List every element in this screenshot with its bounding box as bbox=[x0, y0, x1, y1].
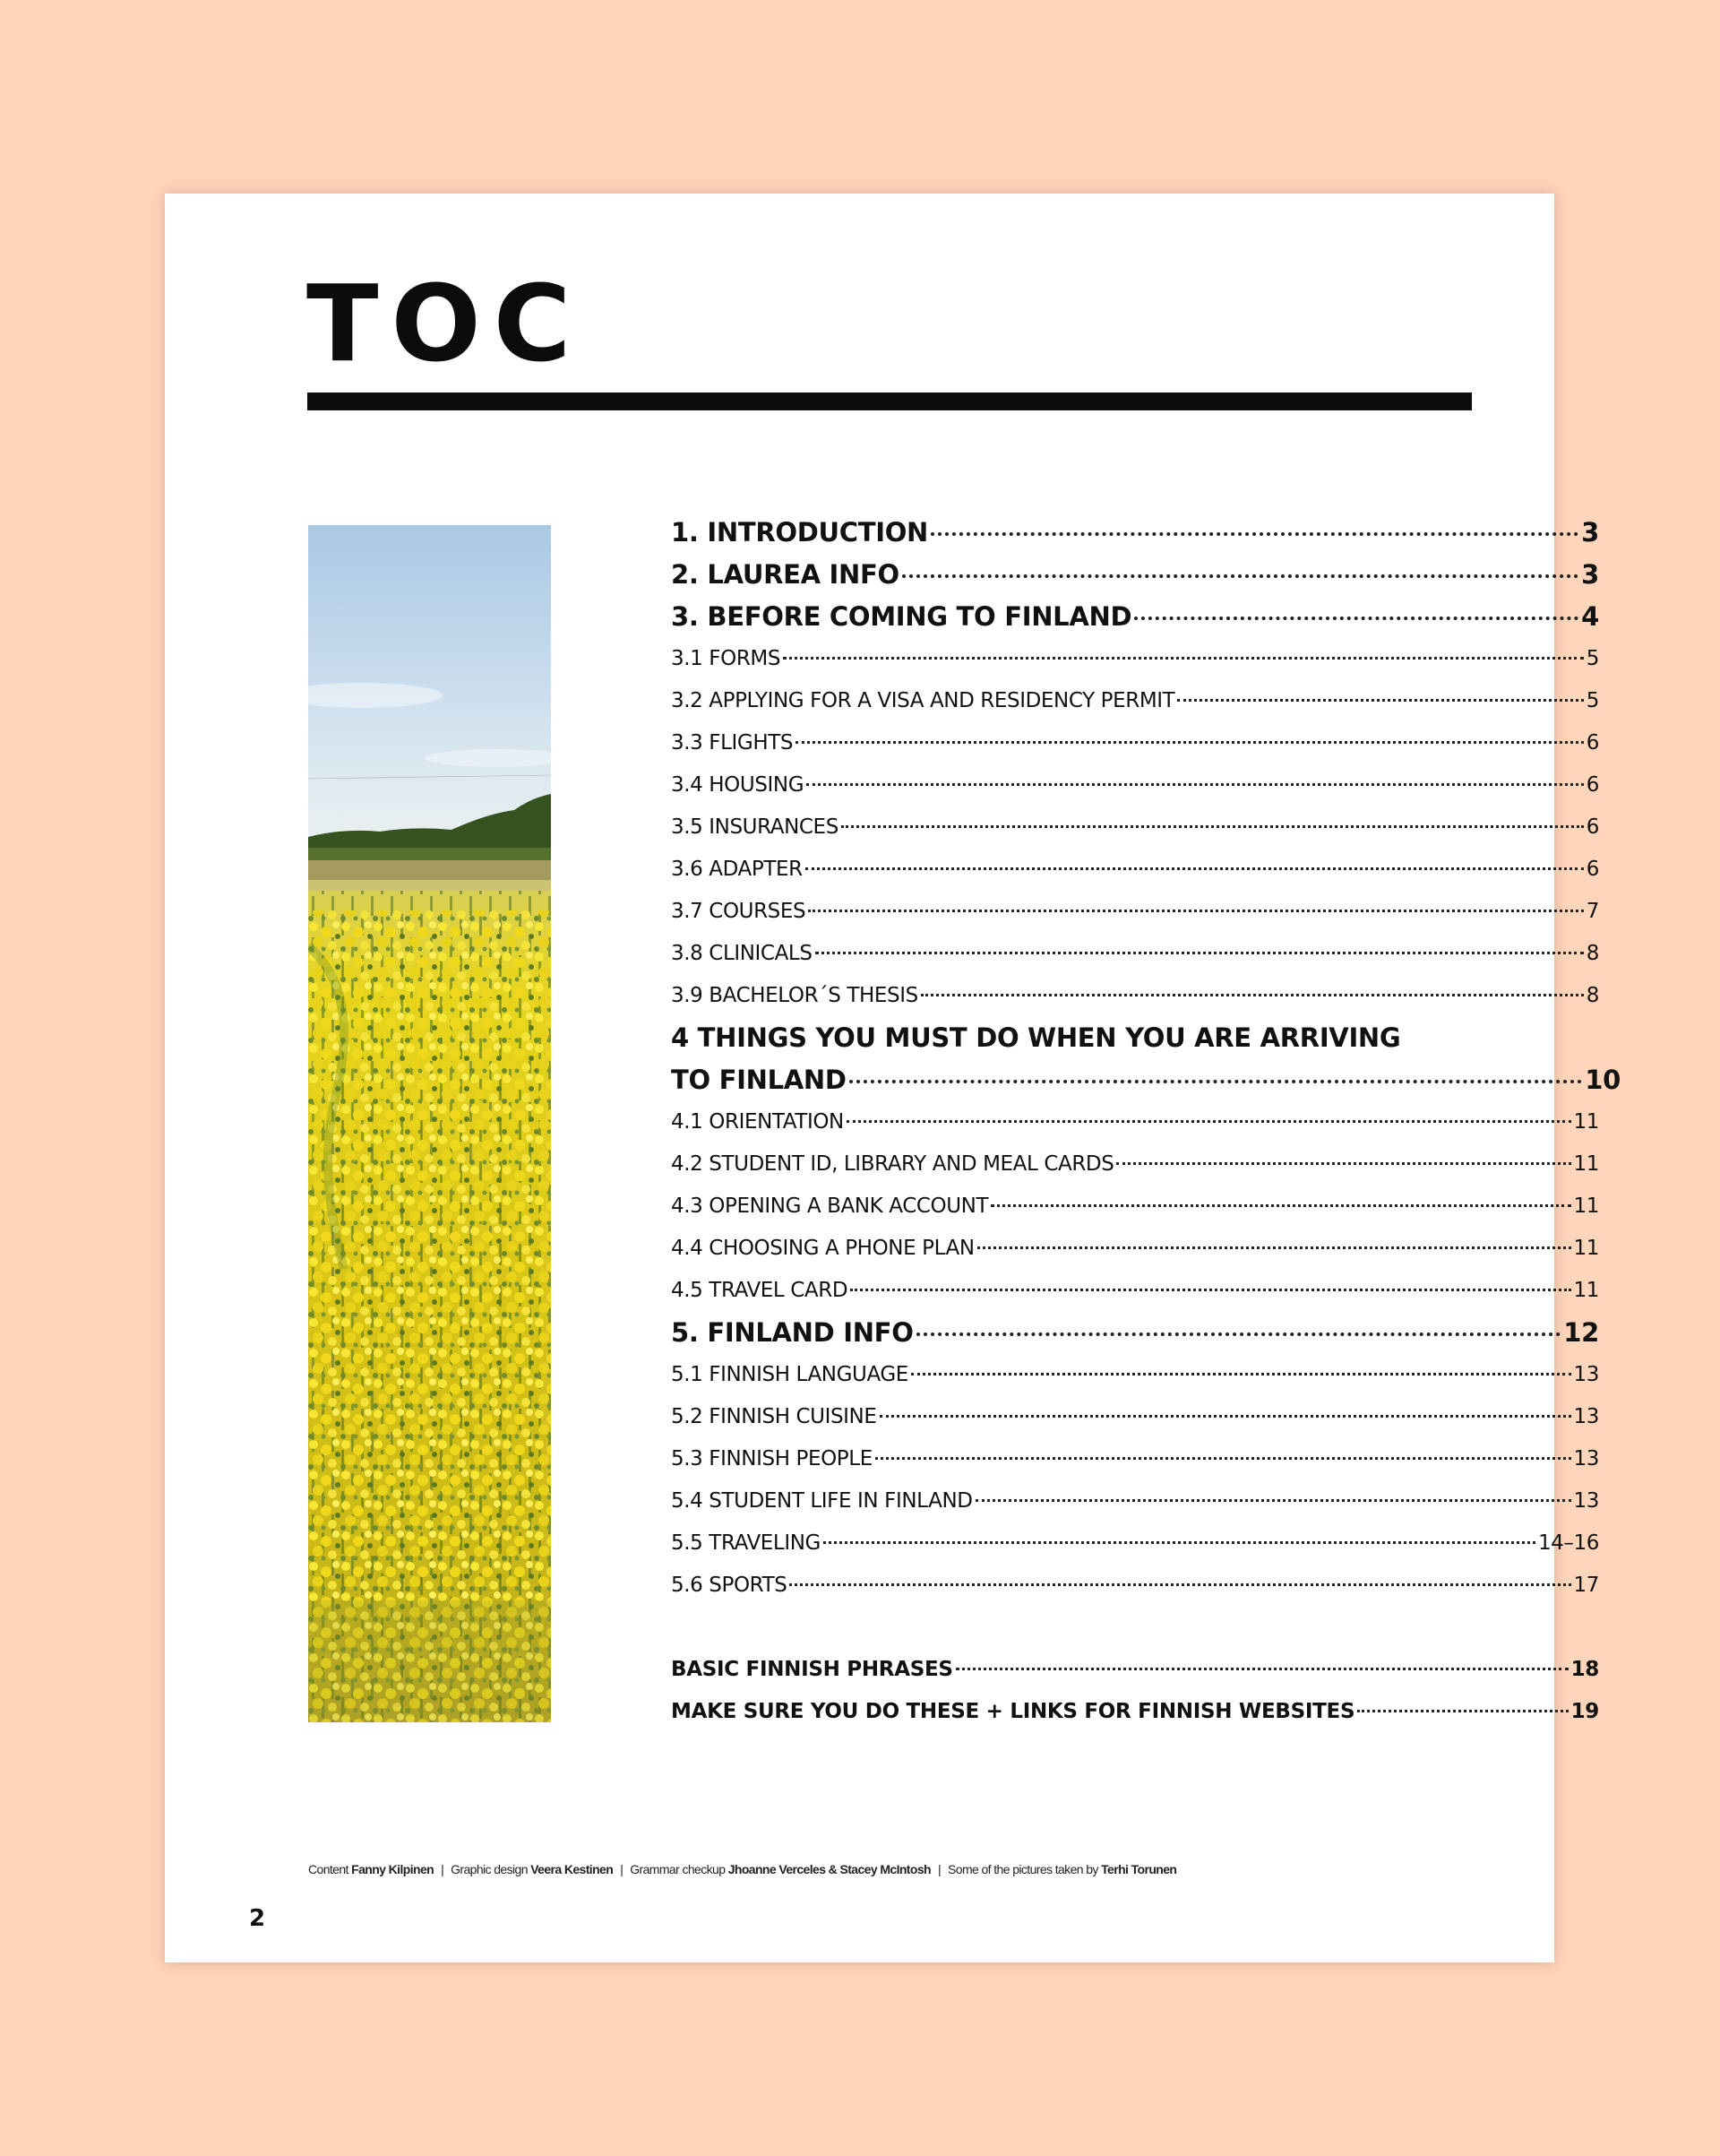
toc-entry-before-coming[interactable] bbox=[671, 596, 1621, 638]
toc-label: 3.3 FLIGHTS bbox=[671, 731, 794, 755]
toc-entry-bank-account[interactable] bbox=[671, 1186, 1621, 1228]
toc-page-number: 12 bbox=[1563, 1317, 1599, 1348]
toc-entry-introduction[interactable] bbox=[671, 512, 1621, 554]
toc-dot-leader bbox=[956, 1668, 1569, 1670]
toc-dot-leader bbox=[911, 1373, 1571, 1376]
toc-entry-phone-plan[interactable] bbox=[671, 1228, 1621, 1270]
toc-label: 3.6 ADAPTER bbox=[671, 858, 803, 881]
toc-dot-leader bbox=[850, 1289, 1570, 1291]
toc-entry-thesis[interactable] bbox=[671, 975, 1621, 1017]
toc-label: 4.4 CHOOSING A PHONE PLAN bbox=[671, 1237, 975, 1260]
rapeseed-field-photo bbox=[308, 525, 551, 1722]
toc-page-number: 13 bbox=[1573, 1405, 1599, 1428]
credit-grammar-names: Jhoanne Verceles & Stacey McIntosh bbox=[727, 1862, 931, 1876]
toc-label: TO FINLAND bbox=[671, 1065, 847, 1095]
toc-entry-finnish-language[interactable] bbox=[671, 1354, 1621, 1396]
toc-page-number: 4 bbox=[1581, 601, 1599, 632]
toc-entry-insurances[interactable] bbox=[671, 806, 1621, 849]
toc-label: 3.4 HOUSING bbox=[671, 773, 804, 797]
toc-label: 5.1 FINNISH LANGUAGE bbox=[671, 1363, 908, 1386]
toc-dot-leader bbox=[823, 1541, 1535, 1544]
title-rule bbox=[307, 392, 1472, 410]
credit-content-name: Fanny Kilpinen bbox=[351, 1862, 434, 1876]
credit-pictures-label: Some of the pictures taken by bbox=[948, 1862, 1098, 1876]
toc-dot-leader bbox=[880, 1415, 1571, 1418]
toc-entry-finnish-people[interactable] bbox=[671, 1438, 1621, 1480]
toc-page-number: 13 bbox=[1573, 1363, 1599, 1386]
toc-label: 3.7 COURSES bbox=[671, 900, 806, 923]
toc-entry-sports[interactable] bbox=[671, 1565, 1621, 1607]
toc-page-number: 17 bbox=[1573, 1574, 1599, 1597]
toc-label: 5.2 FINNISH CUISINE bbox=[671, 1405, 877, 1428]
toc-dot-leader bbox=[1357, 1710, 1568, 1712]
toc-dot-leader bbox=[847, 1120, 1571, 1123]
toc-page-number: 6 bbox=[1586, 858, 1599, 881]
toc-dot-leader bbox=[1177, 699, 1583, 702]
toc-page-number: 11 bbox=[1573, 1194, 1599, 1218]
toc-entry-adapter[interactable] bbox=[671, 849, 1621, 891]
credit-design-name: Veera Kestinen bbox=[530, 1862, 614, 1876]
toc-label: 2. LAUREA INFO bbox=[671, 559, 899, 590]
toc-label: 3.1 FORMS bbox=[671, 647, 781, 670]
toc-entry-courses[interactable] bbox=[671, 891, 1621, 933]
toc-label: MAKE SURE YOU DO THESE + LINKS FOR FINNISH WEBSITES bbox=[671, 1700, 1355, 1723]
toc-page-number: 5 bbox=[1586, 689, 1599, 712]
toc-label: 3.9 BACHELOR´S THESIS bbox=[671, 984, 918, 1007]
toc-label: 3.2 APPLYING FOR A VISA AND RESIDENCY PERMIT bbox=[671, 689, 1175, 712]
toc-dot-leader bbox=[1134, 617, 1578, 620]
toc-dot-leader bbox=[789, 1583, 1570, 1586]
toc-label: 3. BEFORE COMING TO FINLAND bbox=[671, 601, 1132, 632]
toc-dot-leader bbox=[815, 952, 1584, 954]
toc-page-number: 5 bbox=[1586, 647, 1599, 670]
toc-entry-travel-card[interactable] bbox=[671, 1270, 1621, 1312]
toc-page-number: 8 bbox=[1586, 984, 1599, 1007]
toc-page-number: 11 bbox=[1573, 1279, 1599, 1302]
toc-page-number: 11 bbox=[1573, 1110, 1599, 1134]
toc-label: 5.5 TRAVELING bbox=[671, 1531, 821, 1555]
toc-page-number: 6 bbox=[1586, 773, 1599, 797]
toc-label: 1. INTRODUCTION bbox=[671, 517, 929, 548]
toc-entry-arriving-heading[interactable]: 4 THINGS YOU MUST DO WHEN YOU ARE ARRIVING bbox=[671, 1022, 1401, 1053]
toc-entry-flights[interactable] bbox=[671, 722, 1621, 764]
toc-entry-finnish-cuisine[interactable] bbox=[671, 1396, 1621, 1438]
toc-label: 4.3 OPENING A BANK ACCOUNT bbox=[671, 1194, 989, 1218]
page-title: TOC bbox=[306, 262, 584, 385]
toc-entry-clinicals[interactable] bbox=[671, 933, 1621, 975]
toc-label: 4.1 ORIENTATION bbox=[671, 1110, 844, 1134]
toc-label: 5. FINLAND INFO bbox=[671, 1317, 914, 1348]
toc-entry-forms[interactable] bbox=[671, 638, 1621, 680]
toc-entry-student-id[interactable] bbox=[671, 1143, 1621, 1186]
toc-page-number: 6 bbox=[1586, 815, 1599, 839]
toc-dot-leader bbox=[875, 1457, 1571, 1460]
toc-page-number: 6 bbox=[1586, 731, 1599, 755]
credit-separator: | bbox=[441, 1862, 444, 1876]
toc-dot-leader bbox=[991, 1204, 1570, 1207]
toc-dot-leader bbox=[916, 1332, 1561, 1336]
toc-dot-leader bbox=[931, 532, 1578, 536]
toc-page-number: 8 bbox=[1586, 942, 1599, 965]
document-page bbox=[165, 194, 1621, 1962]
toc-label: 5.4 STUDENT LIFE IN FINLAND bbox=[671, 1489, 973, 1513]
toc-page-number: 3 bbox=[1581, 517, 1599, 548]
toc-page-number: 14–16 bbox=[1537, 1531, 1599, 1555]
toc-dot-leader bbox=[849, 1080, 1583, 1083]
toc-entry-housing[interactable] bbox=[671, 764, 1621, 806]
toc-dot-leader bbox=[841, 825, 1584, 828]
toc-entry-basic-phrases[interactable] bbox=[671, 1649, 1621, 1691]
toc-label: 5.6 SPORTS bbox=[671, 1574, 787, 1597]
credit-pictures-name: Terhi Torunen bbox=[1101, 1862, 1177, 1876]
toc-dot-leader bbox=[977, 1246, 1571, 1249]
toc-label: BASIC FINNISH PHRASES bbox=[671, 1658, 953, 1681]
toc-page-number: 18 bbox=[1570, 1658, 1599, 1681]
toc-dot-leader bbox=[808, 910, 1584, 912]
toc-page-number: 3 bbox=[1581, 559, 1599, 590]
credit-separator: | bbox=[620, 1862, 624, 1876]
toc-page-number: 7 bbox=[1586, 900, 1599, 923]
toc-dot-leader bbox=[921, 994, 1584, 996]
toc-page-number: 11 bbox=[1573, 1152, 1599, 1176]
toc-label: 4.5 TRAVEL CARD bbox=[671, 1279, 848, 1302]
toc-entry-arriving[interactable] bbox=[671, 1059, 1621, 1101]
toc-dot-leader bbox=[783, 657, 1584, 660]
toc-entry-traveling[interactable] bbox=[671, 1522, 1621, 1565]
toc-dot-leader bbox=[805, 867, 1584, 870]
toc-dot-leader bbox=[796, 741, 1584, 744]
toc-dot-leader bbox=[1116, 1162, 1570, 1165]
toc-dot-leader bbox=[976, 1499, 1571, 1502]
toc-dot-leader bbox=[902, 574, 1578, 578]
toc-entry-make-sure[interactable] bbox=[671, 1691, 1621, 1733]
toc-page-number: 11 bbox=[1573, 1237, 1599, 1260]
toc-entry-student-life[interactable] bbox=[671, 1480, 1621, 1522]
toc-page-number: 13 bbox=[1573, 1489, 1599, 1513]
toc-label: 5.3 FINNISH PEOPLE bbox=[671, 1447, 873, 1470]
toc-label: 3.8 CLINICALS bbox=[671, 942, 813, 965]
credits-line bbox=[308, 1862, 1176, 1876]
toc-dot-leader bbox=[806, 783, 1584, 786]
toc-label: 4.2 STUDENT ID, LIBRARY AND MEAL CARDS bbox=[671, 1152, 1114, 1176]
toc-page-number: 19 bbox=[1570, 1700, 1599, 1723]
table-of-contents bbox=[671, 512, 1621, 1733]
credit-content-label: Content bbox=[308, 1862, 348, 1876]
toc-page-number: 10 bbox=[1585, 1065, 1621, 1095]
toc-label: 3.5 INSURANCES bbox=[671, 815, 838, 839]
toc-page-number: 13 bbox=[1573, 1447, 1599, 1470]
toc-entry-finland-info[interactable] bbox=[671, 1312, 1621, 1354]
credit-grammar-label: Grammar checkup bbox=[630, 1862, 726, 1876]
toc-entry-laurea-info[interactable] bbox=[671, 554, 1621, 596]
credit-design-label: Graphic design bbox=[451, 1862, 528, 1876]
toc-entry-visa[interactable] bbox=[671, 680, 1621, 722]
credit-separator: | bbox=[937, 1862, 942, 1876]
toc-entry-orientation[interactable] bbox=[671, 1101, 1621, 1143]
page-number: 2 bbox=[249, 1905, 266, 1932]
